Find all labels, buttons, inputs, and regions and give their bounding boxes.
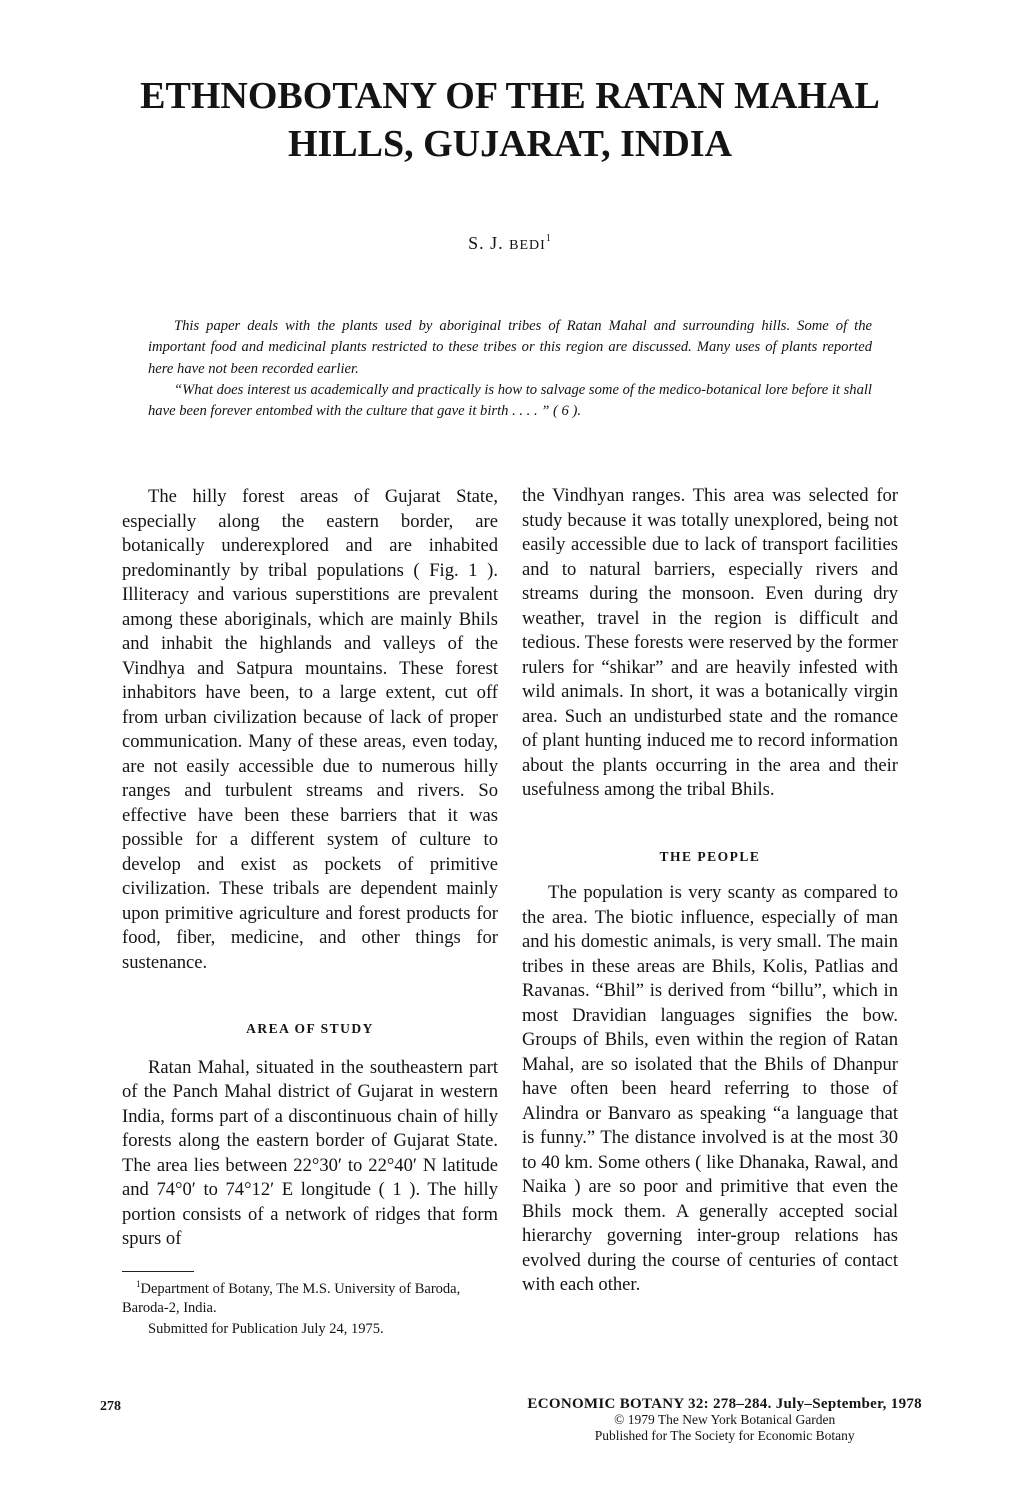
journal-citation: ECONOMIC BOTANY 32: 278–284. July–September, 1978 xyxy=(527,1396,922,1412)
footnote-divider xyxy=(122,1271,194,1272)
author-initials: S. J. xyxy=(468,233,510,253)
section-heading-the-people: THE PEOPLE xyxy=(659,848,761,864)
author-surname: BEDI xyxy=(509,238,546,253)
left-column xyxy=(122,485,498,1252)
abstract xyxy=(148,316,872,422)
author-footnote-mark: 1 xyxy=(545,233,552,244)
abstract-quote: “What does interest us academically and practically is how to salvage some of the medico-botanical lore before it shall have been forever entombed with the culture that gave it birth . . . . ” ( 6 ). xyxy=(148,381,872,420)
footnote xyxy=(122,1275,498,1339)
footnote-mark: 1 xyxy=(136,1279,141,1289)
article-title xyxy=(60,72,960,168)
the-people-paragraph: The population is very scanty as compared to the area. The biotic influence, especially of man and his domestic animals, is very small. The main tribes in these areas are Bhils, Kolis, Patlias and Ravanas. “Bhil” is derived from “billu”, which in most Dravidian languages signifies the bow. Groups of Bhils, even within the region of Ratan Mahal, are so isolated that the Bhils of Dhanpur have often been heard referring to those of Alindra or Banvaro as speaking “a language that is funny.” The distance involved is at the most 30 to 40 km. Some others ( like Dhanaka, Rawal, and Naika ) are so poor and primitive that even the Bhils mock them. A generally accepted social hierarchy governing inter-group relations has evolved during the course of centuries of contact with each other. xyxy=(522,882,898,1295)
continuation-paragraph: the Vindhyan ranges. This area was selected for study because it was totally unexplored, being not easily accessible due to lack of transport facilities and to natural barriers, especially rivers and streams during the monsoon. Even during dry weather, travel in the region is difficult and tedious. These forests were reserved by the former rulers for “shikar” and are heavily infested with wild animals. In short, it was a botanically virgin area. Such an undisturbed state and the romance of plant hunting induced me to record information about the plants occurring in the area and their usefulness among the tribal Bhils. xyxy=(522,485,898,800)
intro-paragraph: The hilly forest areas of Gujarat State, especially along the eastern border, are botanically underexplored and are inhabited predominantly by tribal populations ( Fig. 1 ). Illiteracy and various superstitions are prevalent among these aboriginals, which are mainly Bhils and inhabit the highlands and valleys of the Vindhya and Satpura mountains. These forest inhabitors have been, to a large extent, cut off from urban civilization because of lack of proper communication. Many of these areas, even today, are not easily accessible due to numerous hilly ranges and turbulent streams and rivers. So effective have been these barriers that it was possible for a different system of culture to develop and exist as pockets of primitive civilization. These tribals are dependent mainly upon primitive agriculture and forest products for food, fiber, medicine, and other things for sustenance. xyxy=(122,486,498,973)
abstract-paragraph: This paper deals with the plants used by aboriginal tribes of Ratan Mahal and surrounding hills. Some of the important food and medicinal plants restricted to these tribes or this region are discussed. Many uses of plants reported here have not been recorded earlier. xyxy=(148,318,872,377)
page-number: 278 xyxy=(100,1399,121,1414)
footnote-submitted: Submitted for Publication July 24, 1975. xyxy=(148,1320,384,1337)
publisher-line: Published for The Society for Economic Botany xyxy=(594,1428,855,1443)
area-of-study-paragraph: Ratan Mahal, situated in the southeastern part of the Panch Mahal district of Gujarat in western India, forms part of a discontinuous chain of hilly forests along the eastern border of Gujarat State. The area lies between 22°30′ to 22°40′ N latitude and 74°0′ to 74°12′ E longitude ( 1 ). The hilly portion consists of a network of ridges that form spurs of xyxy=(122,1056,498,1249)
title-line-2: HILLS, GUJARAT, INDIA xyxy=(287,123,733,165)
journal-footer xyxy=(527,1396,922,1444)
footnote-affiliation-text: Department of Botany, The M.S. University of Baroda, Baroda-2, India. xyxy=(122,1280,461,1316)
section-heading-area-of-study: AREA OF STUDY xyxy=(246,1021,374,1036)
copyright-line: © 1979 The New York Botanical Garden xyxy=(614,1412,836,1427)
right-column xyxy=(522,484,898,1298)
title-line-1: ETHNOBOTANY OF THE RATAN MAHAL xyxy=(140,75,880,117)
author-byline xyxy=(0,233,1020,254)
footnote-affiliation xyxy=(122,1275,498,1318)
